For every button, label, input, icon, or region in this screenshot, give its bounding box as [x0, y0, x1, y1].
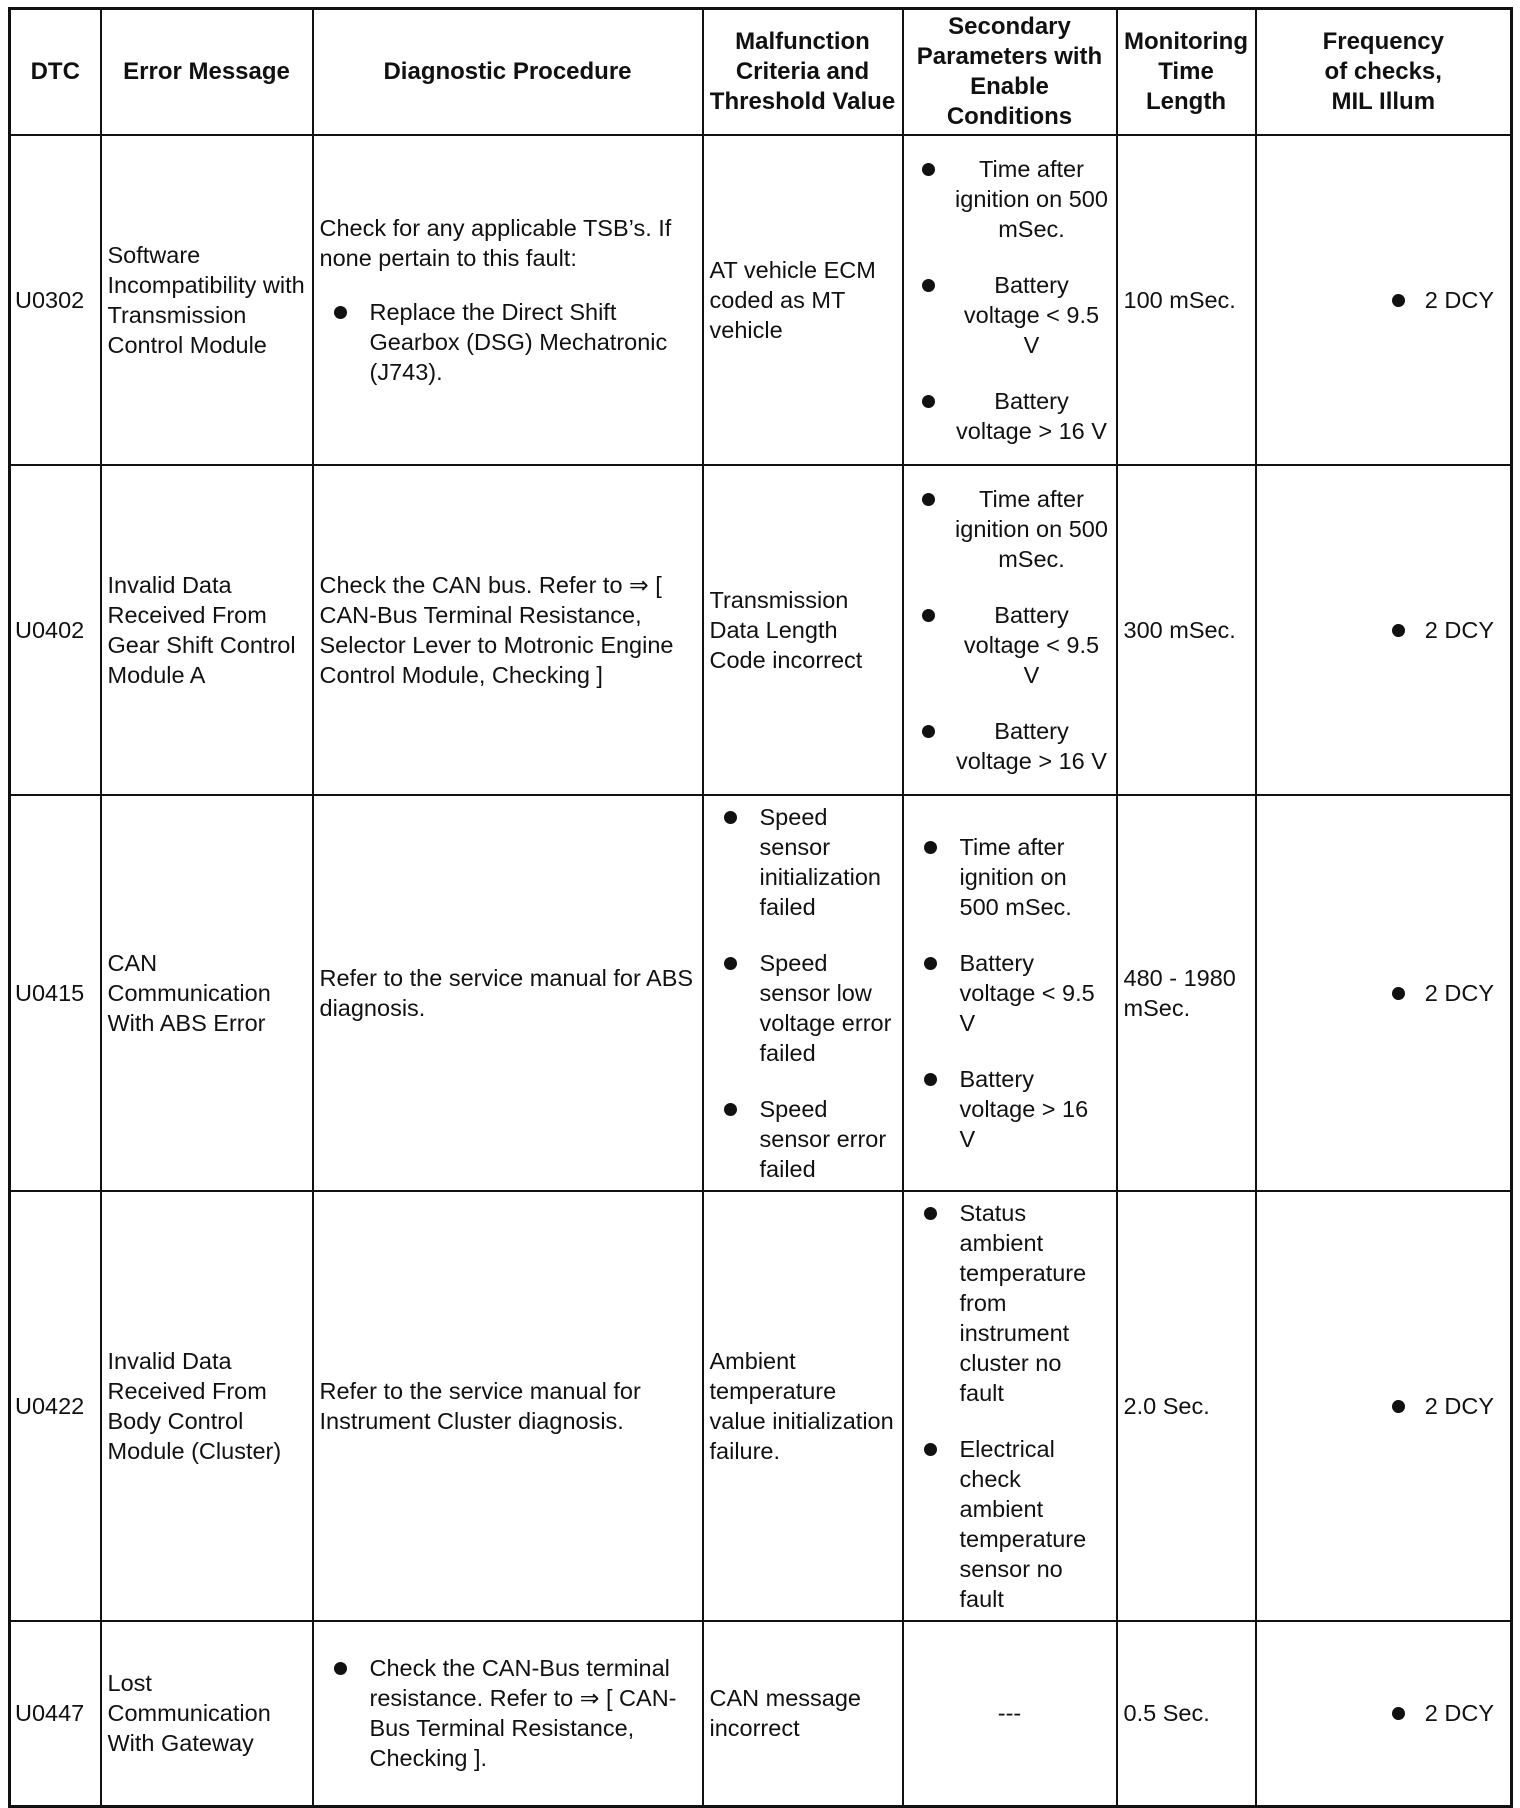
- dtc-cell: U0402: [10, 465, 101, 795]
- table-row: [10, 1191, 1512, 1621]
- monitoring-cell: 2.0 Sec.: [1117, 1191, 1256, 1621]
- header-frequency: [1256, 9, 1512, 136]
- procedure-bullet-text: Check the CAN-Bus terminal resistance. Refer to ⇒ [ CAN-Bus Terminal Resistance, Checking ].: [369, 1655, 677, 1772]
- frequency-cell: [1256, 1191, 1512, 1621]
- header-secondary-line3: Enable: [970, 73, 1049, 100]
- bullet-icon: [924, 957, 937, 970]
- procedure-cell: [313, 795, 703, 1191]
- secondary-bullet-text: Time after ignition on 500 mSec.: [955, 156, 1108, 242]
- monitoring-cell: 100 mSec.: [1117, 135, 1256, 465]
- secondary-bullet-text: Electrical check ambient temperature sensor no fault: [959, 1436, 1087, 1612]
- procedure-cell: [313, 1191, 703, 1621]
- table-row: [10, 135, 1512, 465]
- dtc-cell: U0302: [10, 135, 101, 465]
- procedure-text: Check for any applicable TSB’s. If none pertain to this fault:: [319, 215, 672, 271]
- bullet-icon: [724, 957, 737, 970]
- dtc-cell: U0415: [10, 795, 101, 1191]
- bullet-icon: [924, 841, 937, 854]
- secondary-bullet-text: Battery voltage > 16 V: [959, 1066, 1089, 1152]
- malfunction-bullet-text: Speed sensor initialization failed: [759, 804, 881, 920]
- table-row: [10, 465, 1512, 795]
- secondary-cell: [903, 135, 1117, 465]
- bullet-icon: [922, 395, 935, 408]
- header-dtc: DTC: [10, 9, 101, 136]
- procedure-cell: [313, 465, 703, 795]
- bullet-icon: [334, 1662, 347, 1675]
- procedure-bullet-text: Replace the Direct Shift Gearbox (DSG) Mechatronic (J743).: [369, 299, 668, 385]
- secondary-bullet: [910, 948, 1110, 1038]
- secondary-cell: [903, 1191, 1117, 1621]
- header-frequency-line2: of checks,: [1324, 58, 1442, 85]
- header-secondary: [903, 9, 1117, 136]
- malfunction-bullet: [710, 948, 896, 1068]
- header-monitoring-line3: Length: [1146, 88, 1226, 115]
- bullet-icon: [922, 493, 935, 506]
- monitoring-cell: 480 - 1980 mSec.: [1117, 795, 1256, 1191]
- secondary-cell: [903, 795, 1117, 1191]
- frequency-text: 2 DCY: [1424, 287, 1494, 313]
- malfunction-bullet: [710, 802, 896, 922]
- secondary-bullet: [910, 1064, 1110, 1154]
- malfunction-cell: [703, 795, 903, 1191]
- secondary-bullet-text: Battery voltage > 16 V: [956, 388, 1107, 444]
- secondary-bullet-text: Battery voltage > 16 V: [956, 718, 1107, 774]
- bullet-icon: [922, 163, 935, 176]
- procedure-cell: [313, 1621, 703, 1806]
- header-secondary-line1: Secondary: [948, 13, 1071, 40]
- header-malfunction: [703, 9, 903, 136]
- bullet-icon: [924, 1073, 937, 1086]
- table-row: [10, 1621, 1512, 1806]
- bullet-icon: [1392, 1707, 1405, 1720]
- frequency-cell: [1256, 465, 1512, 795]
- header-frequency-line3: MIL Illum: [1331, 88, 1436, 115]
- header-monitoring-line2: Time: [1158, 58, 1214, 85]
- secondary-bullet: [910, 154, 1110, 244]
- secondary-bullet-list: [910, 154, 1110, 446]
- malfunction-cell: Ambient temperature value initialization failure.: [703, 1191, 903, 1621]
- header-monitoring-line1: Monitoring: [1124, 28, 1248, 55]
- malfunction-cell: AT vehicle ECM coded as MT vehicle: [703, 135, 903, 465]
- bullet-icon: [1392, 1400, 1405, 1413]
- secondary-bullet: [910, 1198, 1110, 1408]
- bullet-icon: [922, 279, 935, 292]
- secondary-bullet: [910, 1434, 1110, 1614]
- secondary-bullet: [910, 716, 1110, 776]
- bullet-icon: [1392, 987, 1405, 1000]
- header-secondary-line4: Conditions: [946, 103, 1073, 130]
- secondary-bullet: [910, 600, 1110, 690]
- malfunction-bullet: [710, 1094, 896, 1184]
- secondary-bullet-text: Battery voltage < 9.5 V: [963, 602, 1100, 688]
- bullet-icon: [924, 1207, 937, 1220]
- secondary-bullet-text: Battery voltage < 9.5 V: [963, 272, 1100, 358]
- procedure-text: Check the CAN bus. Refer to ⇒ [ CAN-Bus Terminal Resistance, Selector Lever to Motronic Engine Control Module, Checking ]: [319, 572, 674, 688]
- bullet-icon: [1392, 294, 1405, 307]
- frequency-cell: [1256, 795, 1512, 1191]
- frequency-cell: [1256, 1621, 1512, 1806]
- procedure-bullet: [320, 297, 696, 387]
- bullet-icon: [334, 306, 347, 319]
- secondary-bullet-text: Battery voltage < 9.5 V: [959, 950, 1095, 1036]
- header-malfunction-line3: Threshold Value: [709, 88, 896, 115]
- procedure-cell: [313, 135, 703, 465]
- secondary-bullet-list: [910, 1198, 1110, 1614]
- procedure-bullet-list: [320, 1653, 696, 1773]
- procedure-bullet: [320, 1653, 696, 1773]
- error-message-cell: Lost Communication With Gateway: [101, 1621, 313, 1806]
- table-row: [10, 795, 1512, 1191]
- secondary-cell: ---: [903, 1621, 1117, 1806]
- header-error-message: Error Message: [101, 9, 313, 136]
- malfunction-cell: Transmission Data Length Code incorrect: [703, 465, 903, 795]
- frequency-text: 2 DCY: [1424, 617, 1494, 643]
- dtc-table: [8, 7, 1513, 1808]
- error-message-cell: Invalid Data Received From Gear Shift Control Module A: [101, 465, 313, 795]
- frequency-text: 2 DCY: [1424, 980, 1494, 1006]
- header-malfunction-line2: Criteria and: [735, 58, 870, 85]
- malfunction-bullet-text: Speed sensor error failed: [759, 1096, 887, 1182]
- monitoring-cell: 0.5 Sec.: [1117, 1621, 1256, 1806]
- error-message-cell: Software Incompatibility with Transmission Control Module: [101, 135, 313, 465]
- monitoring-cell: 300 mSec.: [1117, 465, 1256, 795]
- header-malfunction-line1: Malfunction: [735, 28, 870, 55]
- secondary-bullet: [910, 484, 1110, 574]
- frequency-cell: [1256, 135, 1512, 465]
- bullet-icon: [922, 725, 935, 738]
- secondary-cell: [903, 465, 1117, 795]
- secondary-bullet-list: [910, 484, 1110, 776]
- frequency-text: 2 DCY: [1424, 1393, 1494, 1419]
- dtc-cell: U0422: [10, 1191, 101, 1621]
- secondary-bullet-text: Time after ignition on 500 mSec.: [959, 834, 1072, 920]
- secondary-bullet-text: Time after ignition on 500 mSec.: [955, 486, 1108, 572]
- malfunction-bullet-text: Speed sensor low voltage error failed: [759, 950, 892, 1066]
- error-message-cell: Invalid Data Received From Body Control Module (Cluster): [101, 1191, 313, 1621]
- header-diagnostic-procedure: Diagnostic Procedure: [313, 9, 703, 136]
- malfunction-cell: CAN message incorrect: [703, 1621, 903, 1806]
- dtc-cell: U0447: [10, 1621, 101, 1806]
- bullet-icon: [922, 609, 935, 622]
- error-message-cell: CAN Communication With ABS Error: [101, 795, 313, 1191]
- procedure-text: Refer to the service manual for ABS diagnosis.: [319, 965, 694, 1021]
- bullet-icon: [924, 1443, 937, 1456]
- header-frequency-line1: Frequency: [1322, 28, 1444, 55]
- secondary-bullet: [910, 832, 1110, 922]
- bullet-icon: [724, 1103, 737, 1116]
- header-monitoring: [1117, 9, 1256, 136]
- bullet-icon: [724, 811, 737, 824]
- bullet-icon: [1392, 624, 1405, 637]
- secondary-bullet: [910, 270, 1110, 360]
- header-row: [10, 9, 1512, 136]
- procedure-bullet-list: [320, 297, 696, 387]
- secondary-bullet-text: Status ambient temperature from instrument cluster no fault: [959, 1200, 1087, 1406]
- malfunction-bullet-list: [710, 802, 896, 1184]
- procedure-text: Refer to the service manual for Instrument Cluster diagnosis.: [319, 1378, 641, 1434]
- frequency-text: 2 DCY: [1424, 1700, 1494, 1727]
- secondary-bullet-list: [910, 832, 1110, 1154]
- header-secondary-line2: Parameters with: [916, 43, 1103, 70]
- secondary-bullet: [910, 386, 1110, 446]
